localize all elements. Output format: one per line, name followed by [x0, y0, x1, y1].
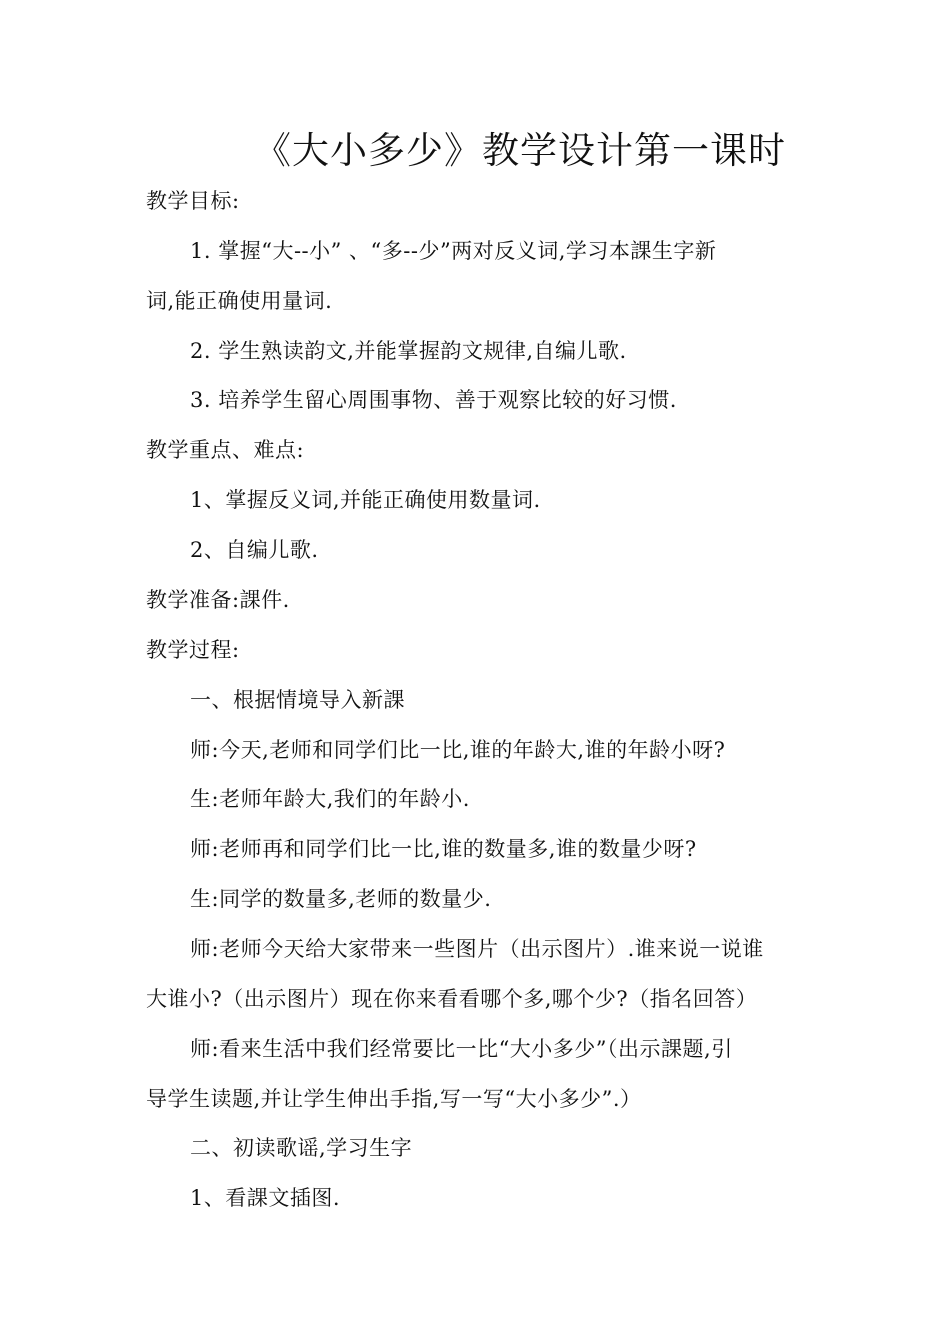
dialogue-line: 师:老师再和同学们比一比,谁的数量多,谁的数量少呀?	[190, 837, 697, 861]
goal-2: 2. 学生熟读韵文,并能掌握韵文规律,自编儿歌.	[190, 339, 627, 363]
goal-3: 3. 培养学生留心周围事物、善于观察比较的好习惯.	[190, 388, 677, 412]
teaching-preparation: 教学准备:課件.	[146, 588, 290, 612]
document-title: 《大小多少》教学设计第一课时	[254, 129, 786, 172]
key-point-2: 2、自编儿歌.	[190, 538, 319, 562]
goal-1-line-2: 词,能正确使用量词.	[146, 289, 333, 313]
dialogue-line: 师:老师今天给大家带来一些图片（出示图片）.谁来说一说谁	[190, 937, 764, 961]
key-point-1: 1、掌握反义词,并能正确使用数量词.	[190, 488, 541, 512]
dialogue-line: 生:老师年龄大,我们的年龄小.	[190, 787, 470, 811]
heading-key-points: 教学重点、难点:	[146, 438, 305, 462]
process-section-1: 一、根据情境导入新課	[190, 688, 405, 712]
dialogue-line: 师:看来生活中我们经常要比一比“大小多少”（出示課题,引	[190, 1037, 733, 1061]
heading-teaching-process: 教学过程:	[146, 638, 240, 662]
dialogue-line: 生:同学的数量多,老师的数量少.	[190, 887, 492, 911]
dialogue-line-continued: 导学生读题,并让学生伸出手指,写一写“大小多少”.）	[146, 1087, 642, 1111]
goal-1-line-1: 1. 掌握“大--小” 、“多--少”两对反义词,学习本課生字新	[190, 239, 717, 263]
process-step-1: 1、看課文插图.	[190, 1186, 341, 1210]
dialogue-line-continued: 大谁小?（出示图片）现在你来看看哪个多,哪个少?（指名回答）	[146, 987, 758, 1011]
process-section-2: 二、初读歌谣,学习生字	[190, 1136, 413, 1160]
dialogue-line: 师:今天,老师和同学们比一比,谁的年龄大,谁的年龄小呀?	[190, 738, 726, 762]
heading-teaching-goals: 教学目标:	[146, 189, 240, 213]
